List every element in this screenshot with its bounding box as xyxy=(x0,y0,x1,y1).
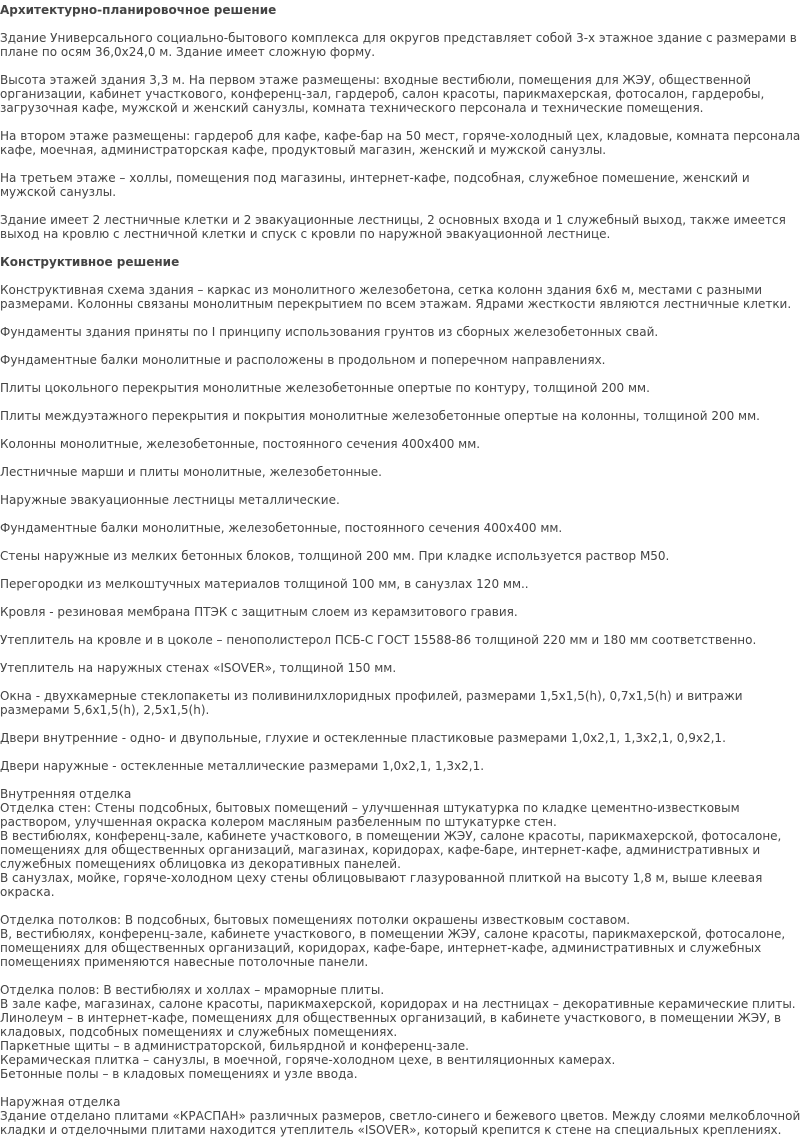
section-heading-exterior: Наружная отделка xyxy=(0,1095,121,1109)
text-line: размерами. Колонны связаны монолитным перекрытием по всем этажам. Ядрами жесткости являются лестничные клетки. xyxy=(0,297,792,311)
paragraph: Фундаментные балки монолитные и расположены в продольном и поперечном направлениях. xyxy=(0,353,606,367)
text-line: Линолеум – в интернет-кафе, помещениях для общественных организаций, в кабинете участкового, в помещении ЖЭУ, в xyxy=(0,1011,782,1025)
paragraph xyxy=(0,31,797,59)
paragraph: Фундаментные балки монолитные, железобетонные, постоянного сечения 400x400 мм. xyxy=(0,521,563,535)
text-line: кафе, моечная, администраторская кафе, продуктовый магазин, женский и мужской санузлы. xyxy=(0,143,607,157)
paragraph: Плиты цокольного перекрытия монолитные железобетонные опертые по контуру, толщиной 200 мм. xyxy=(0,381,650,395)
text-line: На третьем этаже – холлы, помещения под магазины, интернет-кафе, подсобная, служебное помешение, женский и xyxy=(0,171,750,185)
paragraph: Фундаменты здания приняты по I принципу использования грунтов из сборных железобетонных свай. xyxy=(0,325,659,339)
text-line: окраска. xyxy=(0,885,55,899)
text-line: Окна - двухкамерные стеклопакеты из поливинилхлоридных профилей, размерами 1,5x1,5(h), 0,7x1,5(h) и витражи xyxy=(0,689,743,703)
paragraph xyxy=(0,171,750,199)
paragraph-floors xyxy=(0,983,796,1081)
text-line: Паркетные щиты – в администраторской, бильярдной и конференц-зале. xyxy=(0,1039,469,1053)
text-line: выход на кровлю с лестничной клетки и спуск с кровли по наружной эвакуационной лестнице. xyxy=(0,227,611,241)
paragraph: Наружные эвакуационные лестницы металлические. xyxy=(0,493,340,507)
section-heading-interior: Внутренняя отделка xyxy=(0,787,132,801)
paragraph-walls xyxy=(0,801,782,899)
text-line: служебных помещениях облицовка из декоративных панелей. xyxy=(0,857,401,871)
text-line: Здание отделано плитами «КРАСПАН» различных размеров, светло-синего и бежевого цветов. Между слоями мелкоблочной xyxy=(0,1109,800,1123)
paragraph: Стены наружные из мелких бетонных блоков, толщиной 200 мм. При кладке используется раствор М50. xyxy=(0,549,670,563)
section-heading-architecture: Архитектурно-планировочное решение xyxy=(0,3,277,17)
text-line: мужской санузлы. xyxy=(0,185,117,199)
text-line: Высота этажей здания 3,3 м. На первом этаже размещены: входные вестибюли, помещения для ЖЭУ, общественной xyxy=(0,73,752,87)
text-line: В санузлах, мойке, горяче-холодном цеху стены облицовывают глазурованной плиткой на высоту 1,8 м, выше клеевая xyxy=(0,871,763,885)
paragraph: Утеплитель на кровле и в цоколе – пенополистерол ПСБ-С ГОСТ 15588-86 толщиной 220 мм и 180 мм соответственно. xyxy=(0,633,757,647)
paragraph: Двери наружные - остекленные металлические размерами 1,0x2,1, 1,3x2,1. xyxy=(0,759,485,773)
paragraph: Перегородки из мелкоштучных материалов толщиной 100 мм, в санузлах 120 мм.. xyxy=(0,577,529,591)
paragraph: Утеплитель на наружных стенах «ISOVER», толщиной 150 мм. xyxy=(0,661,397,675)
paragraph: Двери внутренние - одно- и двупольные, глухие и остекленные пластиковые размерами 1,0x2,1, 1,3x2,1, 0,9x2,1. xyxy=(0,731,726,745)
text-line: помещениях для общественных организаций, коридорах, кафе-баре, интернет-кафе, административных и служебных xyxy=(0,941,762,955)
text-line: помещениях для общественных организаций, магазинах, коридорах, кафе-баре, интернет-кафе, административных и xyxy=(0,843,761,857)
text-line: загрузочная кафе, мужской и женский санузлы, комната технического персонала и технические помещения. xyxy=(0,101,704,115)
paragraph: Лестничные марши и плиты монолитные, железобетонные. xyxy=(0,465,382,479)
text-line: Отделка потолков: В подсобных, бытовых помещениях потолки окрашены известковым составом. xyxy=(0,913,631,927)
text-line: В вестибюлях, конференц-зале, кабинете участкового, в помещении ЖЭУ, салоне красоты, парикмахерской, фотосалоне, xyxy=(0,829,782,843)
paragraph xyxy=(0,129,800,157)
paragraph: Кровля - резиновая мембрана ПТЭК с защитным слоем из керамзитового гравия. xyxy=(0,605,518,619)
paragraph xyxy=(0,73,765,115)
text-line: организации, кабинет участкового, конференц-зал, гардероб, салон красоты, парикмахерская, фотосалон, гардеробы, xyxy=(0,87,765,101)
paragraph-ceilings xyxy=(0,913,786,969)
text-line: помещениях применяются навесные потолочные панели. xyxy=(0,955,369,969)
text-line: размерами 5,6x1,5(h), 2,5x1,5(h). xyxy=(0,703,210,717)
text-line: плане по осям 36,0x24,0 м. Здание имеет сложную форму. xyxy=(0,45,376,59)
text-line: Керамическая плитка – санузлы, в моечной, горяче-холодном цехе, в вентиляционных камерах. xyxy=(0,1053,616,1067)
text-line: Отделка стен: Стены подсобных, бытовых помещений – улучшенная штукатурка по кладке цементно-известковым xyxy=(0,801,740,815)
text-line: Отделка полов: В вестибюлях и холлах – мраморные плиты. xyxy=(0,983,385,997)
paragraph xyxy=(0,283,792,311)
paragraph-exterior xyxy=(0,1109,800,1137)
text-line: Бетонные полы – в кладовых помещениях и узле ввода. xyxy=(0,1067,358,1081)
paragraph: Плиты междуэтажного перекрытия и покрытия монолитные железобетонные опертые на колонны, толщиной 200 мм. xyxy=(0,409,760,423)
paragraph: Колонны монолитные, железобетонные, постоянного сечения 400x400 мм. xyxy=(0,437,481,451)
text-line: Конструктивная схема здания – каркас из монолитного железобетона, сетка колонн здания 6х6 м, местами с разными xyxy=(0,283,763,297)
text-line: Здание имеет 2 лестничные клетки и 2 эвакуационные лестницы, 2 основных входа и 1 служебный выход, также имеется xyxy=(0,213,786,227)
section-heading-construction: Конструктивное решение xyxy=(0,255,180,269)
text-line: На втором этаже размещены: гардероб для кафе, кафе-бар на 50 мест, горяче-холодный цех, кладовые, комната персонала xyxy=(0,129,800,143)
text-line: В зале кафе, магазинах, салоне красоты, парикмахерской, коридорах и на лестницах – декоративные керамические плиты. xyxy=(0,997,796,1011)
text-line: кладки и отделочными плитами находится утеплитель «ISOVER», который крепится к стене на специальных креплениях. xyxy=(0,1123,782,1137)
text-line: В, вестибюлях, конференц-зале, кабинете участкового, в помещении ЖЭУ, салоне красоты, парикмахерской, фотосалоне, xyxy=(0,927,786,941)
text-line: раствором, улучшенная окраска колером масляным разбеленным по штукатурке стен. xyxy=(0,815,557,829)
paragraph xyxy=(0,213,786,241)
text-line: кладовых, подсобных помещениях и служебных помещениях. xyxy=(0,1025,398,1039)
paragraph xyxy=(0,689,743,717)
text-line: Здание Универсального социально-бытового комплекса для округов представляет собой 3-х этажное здание с размерами в xyxy=(0,31,797,45)
